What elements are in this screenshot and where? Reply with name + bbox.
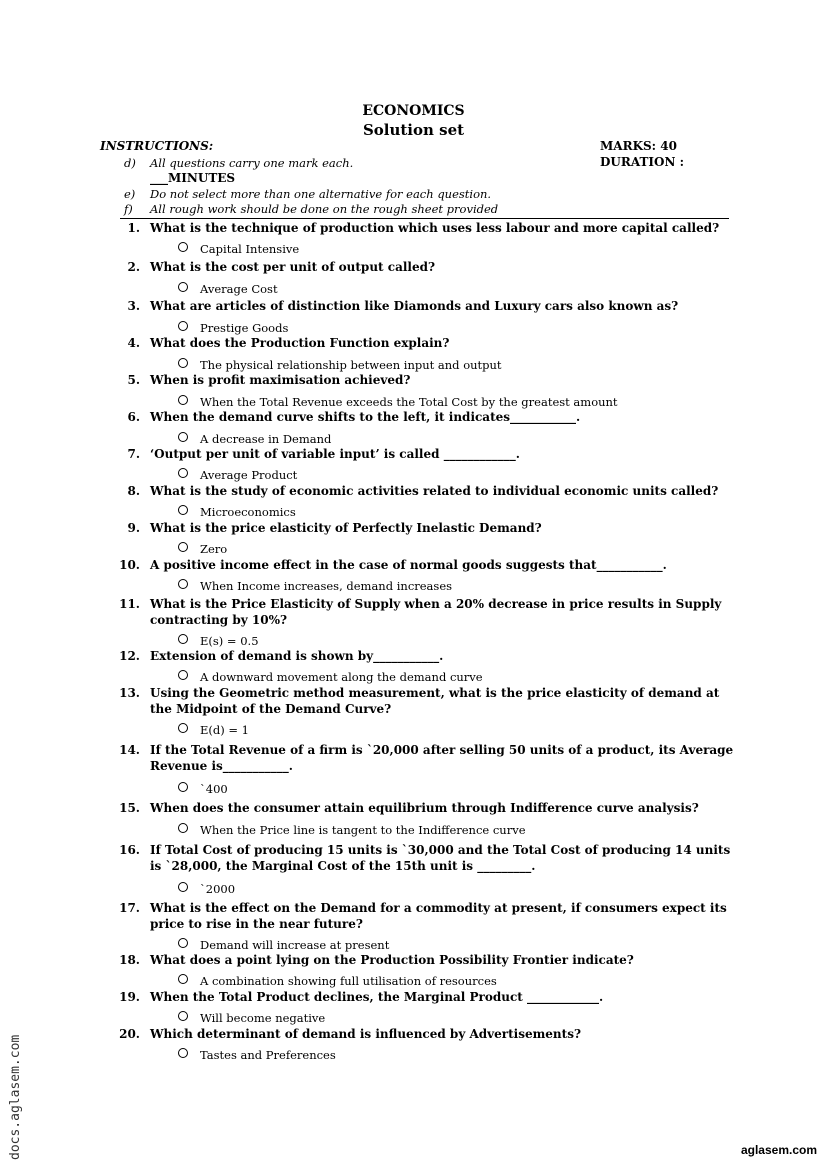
instructions-label: INSTRUCTIONS: [100, 139, 214, 153]
question-text: What is the cost per unit of output called? [150, 260, 436, 274]
answer-text: When Income increases, demand increases [200, 579, 453, 593]
page-subtitle: Solution set [362, 121, 465, 139]
instruction-letter: d) [124, 156, 136, 170]
answer-text: Average Product [200, 468, 298, 482]
question-text: When is profit maximisation achieved? [150, 373, 411, 387]
question-number: 11. [119, 597, 140, 611]
question-text: When does the consumer attain equilibrium through Indifference curve analysis? [150, 801, 699, 815]
radio-bullet-icon [178, 938, 188, 948]
radio-bullet-icon [178, 505, 188, 515]
question-text: What is the effect on the Demand for a commodity at present, if consumers expect its price to rise in the near future? [150, 901, 727, 931]
question-text: ‘Output per unit of variable input’ is called ____________. [150, 447, 520, 461]
radio-bullet-icon [178, 395, 188, 405]
radio-bullet-icon [178, 974, 188, 984]
question-text: Which determinant of demand is influenced by Advertisements? [150, 1027, 581, 1041]
answer-item [178, 670, 483, 684]
instruction-text: All rough work should be done on the rough sheet provided [150, 202, 499, 216]
question-text: What does a point lying on the Production Possibility Frontier indicate? [150, 953, 634, 967]
question-text: When the demand curve shifts to the left, it indicates___________. [150, 410, 581, 424]
answer-item [178, 432, 331, 446]
radio-bullet-icon [178, 321, 188, 331]
answer-text: A combination showing full utilisation of resources [200, 974, 497, 988]
radio-bullet-icon [178, 542, 188, 552]
radio-bullet-icon [178, 242, 188, 252]
radio-bullet-icon [178, 634, 188, 644]
radio-bullet-icon [178, 882, 188, 892]
answer-text: Capital Intensive [200, 242, 300, 256]
answer-text: When the Total Revenue exceeds the Total Cost by the greatest amount [200, 395, 618, 409]
answer-item [178, 579, 452, 593]
answer-text: `400 [200, 782, 228, 796]
answer-text: Tastes and Preferences [200, 1048, 336, 1062]
answer-text: A downward movement along the demand curve [200, 670, 483, 684]
question-number: 5. [127, 373, 140, 387]
question-number: 14. [119, 743, 140, 757]
question-number: 18. [119, 953, 140, 967]
radio-bullet-icon [178, 723, 188, 733]
answer-text: E(d) = 1 [200, 723, 249, 737]
question-text: What is the technique of production which uses less labour and more capital called? [150, 221, 720, 235]
answer-text: Zero [200, 542, 228, 556]
question-text: Extension of demand is shown by___________. [150, 649, 444, 663]
answer-text: Will become negative [200, 1011, 326, 1025]
answer-item [178, 974, 497, 988]
question-text: A positive income effect in the case of normal goods suggests that___________. [150, 558, 667, 572]
radio-bullet-icon [178, 1011, 188, 1021]
answer-text: `2000 [200, 882, 236, 896]
question-number: 6. [127, 410, 140, 424]
answer-item [178, 468, 297, 482]
answer-item [178, 782, 228, 796]
question-number: 3. [127, 299, 140, 313]
radio-bullet-icon [178, 782, 188, 792]
answer-item [178, 358, 502, 372]
answer-text: Average Cost [200, 282, 278, 296]
question-number: 12. [119, 649, 140, 663]
question-text: What is the Price Elasticity of Supply when a 20% decrease in price results in Supply contracting by 10%? [150, 597, 722, 627]
answer-item [178, 823, 526, 837]
answer-item [178, 282, 278, 296]
question-number: 17. [119, 901, 140, 915]
question-text: What does the Production Function explain? [150, 336, 450, 350]
header-divider [120, 218, 729, 219]
question-text: Using the Geometric method measurement, what is the price elasticity of demand at the Midpoint of the Demand Curve? [150, 686, 720, 716]
question-number: 19. [119, 990, 140, 1004]
question-number: 10. [119, 558, 140, 572]
answer-item [178, 1048, 336, 1062]
radio-bullet-icon [178, 823, 188, 833]
question-number: 16. [119, 843, 140, 857]
answer-item [178, 505, 296, 519]
page-title: ECONOMICS [362, 103, 465, 119]
radio-bullet-icon [178, 432, 188, 442]
question-number: 2. [127, 260, 140, 274]
watermark-side-text: docs.aglasem.com [8, 1034, 23, 1160]
answer-text: The physical relationship between input and output [200, 358, 502, 372]
question-text: What is the price elasticity of Perfectly Inelastic Demand? [150, 521, 542, 535]
answer-item [178, 1011, 325, 1025]
answer-item [178, 395, 618, 409]
question-text: What are articles of distinction like Diamonds and Luxury cars also known as? [150, 299, 679, 313]
question-number: 1. [127, 221, 140, 235]
answer-text: E(s) = 0.5 [200, 634, 259, 648]
question-number: 8. [127, 484, 140, 498]
answer-item [178, 938, 389, 952]
marks-label: MARKS: 40 [600, 139, 677, 153]
question-number: 9. [127, 521, 140, 535]
radio-bullet-icon [178, 282, 188, 292]
radio-bullet-icon [178, 358, 188, 368]
question-text: When the Total Product declines, the Marginal Product ____________. [150, 990, 604, 1004]
answer-item [178, 882, 235, 896]
question-text: If Total Cost of producing 15 units is `30,000 and the Total Cost of producing 14 units is `28,000, the Marginal Cost of the 15th unit is _________. [150, 843, 731, 873]
answer-text: When the Price line is tangent to the Indifference curve [200, 823, 526, 837]
answer-item [178, 542, 227, 556]
question-number: 7. [127, 447, 140, 461]
instruction-letter: e) [124, 187, 136, 201]
question-number: 15. [119, 801, 140, 815]
answer-text: Microeconomics [200, 505, 296, 519]
answer-text: Prestige Goods [200, 321, 289, 335]
radio-bullet-icon [178, 468, 188, 478]
answer-text: Demand will increase at present [200, 938, 390, 952]
question-text: What is the study of economic activities related to individual economic units called? [150, 484, 719, 498]
footer-brand: aglasem.com [740, 1143, 817, 1157]
answer-item [178, 321, 288, 335]
minutes-label: ___MINUTES [150, 171, 236, 185]
instruction-letter: f) [124, 202, 133, 216]
answer-item [178, 242, 299, 256]
answer-item [178, 723, 249, 737]
question-number: 20. [119, 1027, 140, 1041]
question-text: If the Total Revenue of a firm is `20,000 after selling 50 units of a product, its Average Revenue is___________. [150, 743, 734, 773]
radio-bullet-icon [178, 670, 188, 680]
instruction-text: Do not select more than one alternative for each question. [150, 187, 492, 201]
radio-bullet-icon [178, 579, 188, 589]
radio-bullet-icon [178, 1048, 188, 1058]
duration-label: DURATION : [600, 155, 685, 169]
question-number: 13. [119, 686, 140, 700]
question-number: 4. [127, 336, 140, 350]
answer-item [178, 634, 259, 648]
instruction-text: All questions carry one mark each. [150, 156, 354, 170]
answer-text: A decrease in Demand [200, 432, 332, 446]
